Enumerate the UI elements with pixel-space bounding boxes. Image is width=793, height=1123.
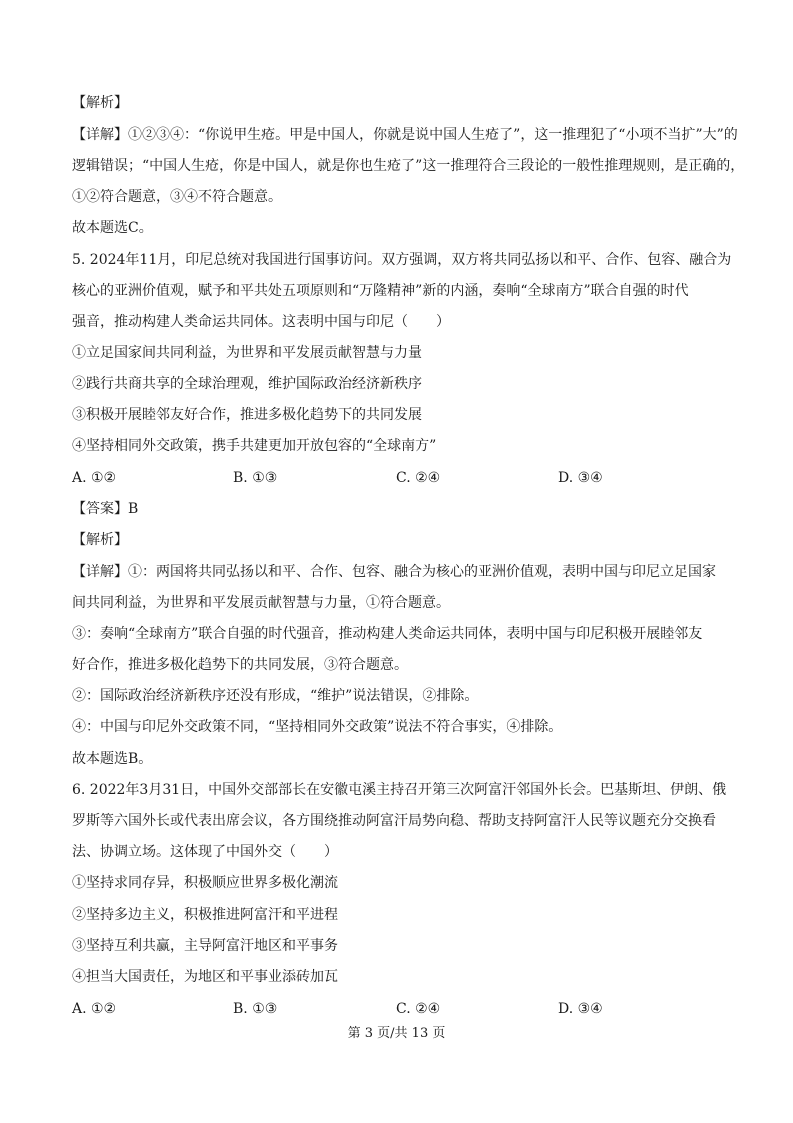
q5-stem-line: 强音，推动构建人类命运共同体。这表明中国与印尼（ ） [72, 314, 450, 330]
q5-option-b: B. ①③ [233, 470, 278, 486]
q5-analysis-label: 【解析】 [72, 532, 128, 548]
q5-statement: ②践行共商共享的全球治理观，维护国际政治经济新秩序 [72, 376, 422, 392]
q6-stem-line: 罗斯等六国外长或代表出席会议，各方围绕推动阿富汗局势向稳、帮助支持阿富汗人民等议题充分交换看 [72, 813, 716, 829]
q6-option-d: D. ③④ [558, 1001, 603, 1017]
q6-option-c: C. ②④ [396, 1001, 441, 1017]
q6-option-b: B. ①③ [233, 1001, 278, 1017]
prev-detail-line: 【详解】①②③④：“你说甲生疮。甲是中国人，你就是说中国人生疮了”，这一推理犯了“小项不当扩”大”的 [72, 127, 738, 143]
q6-statement: ②坚持多边主义，积极推进阿富汗和平进程 [72, 907, 338, 923]
q5-detail-line: ③：奏响“全球南方”联合自强的时代强音，推动构建人类命运共同体，表明中国与印尼积极开展睦邻友 [72, 626, 703, 642]
q5-detail-line: ④：中国与印尼外交政策不同，“坚持相同外交政策”说法不符合事实，④排除。 [72, 719, 563, 735]
q5-answer: 【答案】B [72, 501, 139, 517]
q5-detail-line: 间共同利益，为世界和平发展贡献智慧与力量，①符合题意。 [72, 595, 450, 611]
prev-analysis-label: 【解析】 [72, 95, 128, 111]
q5-stem-line: 5. 2024年11月，印尼总统对我国进行国事访问。双方强调，双方将共同弘扬以和平、合作、包容、融合为 [72, 252, 732, 268]
q6-stem-line: 6. 2022年3月31日，中国外交部部长在安徽屯溪主持召开第三次阿富汗邻国外长会。巴基斯坦、伊朗、俄 [72, 782, 727, 798]
q5-option-d: D. ③④ [558, 470, 603, 486]
q5-option-a: A. ①② [72, 470, 117, 486]
q5-statement: ④坚持相同外交政策，携手共建更加开放包容的“全球南方” [72, 438, 437, 454]
page-footer: 第 3 页/共 13 页 [347, 1026, 446, 1041]
q5-detail-line: 好合作，推进多极化趋势下的共同发展，③符合题意。 [72, 657, 408, 673]
q5-detail-line: ②：国际政治经济新秩序还没有形成，“维护”说法错误，②排除。 [72, 688, 479, 704]
q6-option-a: A. ①② [72, 1001, 117, 1017]
q5-conclusion: 故本题选B。 [72, 751, 153, 767]
q6-stem-line: 法、协调立场。这体现了中国外交（ ） [72, 844, 338, 860]
prev-conclusion: 故本题选C。 [72, 220, 153, 236]
q5-statement: ③积极开展睦邻友好合作，推进多极化趋势下的共同发展 [72, 407, 422, 423]
q5-option-c: C. ②④ [396, 470, 441, 486]
q6-statement: ③坚持互利共赢，主导阿富汗地区和平事务 [72, 938, 338, 954]
q5-statement: ①立足国家间共同利益，为世界和平发展贡献智慧与力量 [72, 345, 422, 361]
q6-statement: ④担当大国责任，为地区和平事业添砖加瓦 [72, 969, 338, 985]
q5-stem-line: 核心的亚洲价值观，赋予和平共处五项原则和“万隆精神”新的内涵，奏响“全球南方”联合自强的时代 [72, 283, 689, 299]
q5-detail-line: 【详解】①：两国将共同弘扬以和平、合作、包容、融合为核心的亚洲价值观，表明中国与印尼立足国家 [72, 564, 716, 580]
q6-statement: ①坚持求同存异，积极顺应世界多极化潮流 [72, 875, 338, 891]
prev-detail-line: 逻辑错误；“中国人生疮，你是中国人，就是你也生疮了”这一推理符合三段论的一般性推理规则，是正确的， [72, 158, 745, 174]
prev-detail-line: ①②符合题意，③④不符合题意。 [72, 189, 282, 205]
